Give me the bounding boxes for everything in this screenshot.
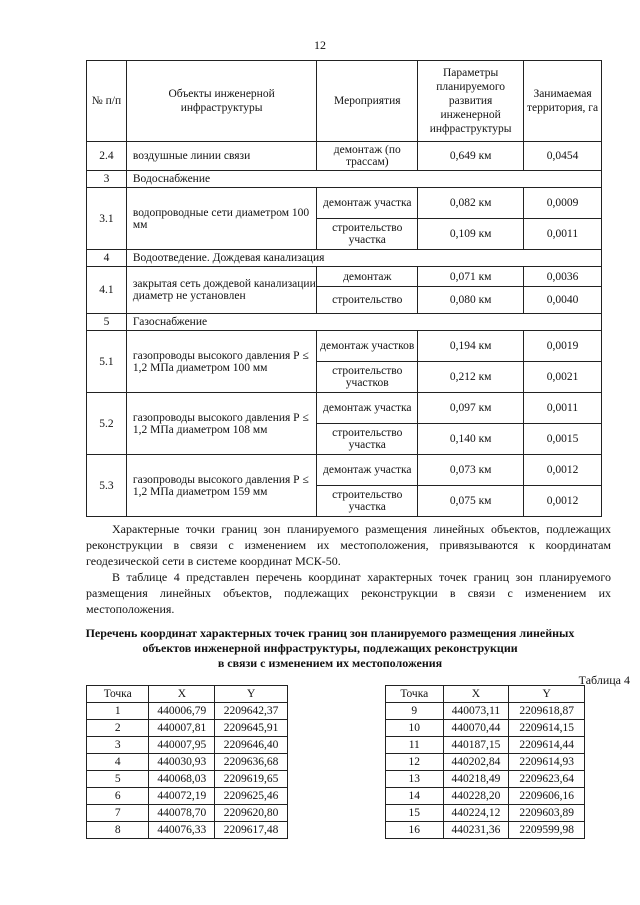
point-cell: 5	[87, 771, 149, 788]
section-title: Водоснабжение	[126, 171, 601, 188]
table-row	[87, 771, 288, 788]
x-cell: 440076,33	[149, 822, 215, 839]
table-row	[386, 805, 585, 822]
point-cell: 4	[87, 754, 149, 771]
x-cell: 440224,12	[443, 805, 509, 822]
row-object: воздушные линии связи	[126, 142, 316, 171]
row-area: 0,0019	[524, 331, 602, 362]
section-row	[87, 171, 602, 188]
row-param: 0,109 км	[418, 219, 524, 250]
row-num: 5.1	[87, 331, 127, 393]
row-action: строительство участка	[317, 219, 418, 250]
point-cell: 2	[87, 720, 149, 737]
row-action: демонтаж участка	[317, 188, 418, 219]
section-title: Газоснабжение	[126, 314, 601, 331]
row-num: 4.1	[87, 267, 127, 314]
row-object: водопроводные сети диаметром 100 мм	[126, 188, 316, 250]
point-cell: 15	[386, 805, 444, 822]
x-cell: 440068,03	[149, 771, 215, 788]
table-row	[87, 788, 288, 805]
x-cell: 440231,36	[443, 822, 509, 839]
header-y: Y	[509, 686, 585, 703]
y-cell: 2209614,44	[509, 737, 585, 754]
point-cell: 9	[386, 703, 444, 720]
point-cell: 6	[87, 788, 149, 805]
x-cell: 440228,20	[443, 788, 509, 805]
table-row	[87, 188, 602, 219]
x-cell: 440072,19	[149, 788, 215, 805]
point-cell: 11	[386, 737, 444, 754]
y-cell: 2209606,16	[509, 788, 585, 805]
table-row	[386, 703, 585, 720]
row-area: 0,0012	[524, 455, 602, 486]
point-cell: 10	[386, 720, 444, 737]
y-cell: 2209625,46	[215, 788, 288, 805]
header-point: Точка	[386, 686, 444, 703]
row-param: 0,080 км	[418, 287, 524, 314]
infrastructure-table	[86, 60, 602, 517]
table-row	[386, 737, 585, 754]
row-area: 0,0009	[524, 188, 602, 219]
y-cell: 2209603,89	[509, 805, 585, 822]
row-area: 0,0011	[524, 393, 602, 424]
table-row	[87, 737, 288, 754]
section-num: 4	[87, 250, 127, 267]
section-num: 5	[87, 314, 127, 331]
y-cell: 2209620,80	[215, 805, 288, 822]
table-row	[87, 822, 288, 839]
table-row	[386, 754, 585, 771]
y-cell: 2209599,98	[509, 822, 585, 839]
table-row	[386, 788, 585, 805]
table-row	[87, 720, 288, 737]
row-param: 0,073 км	[418, 455, 524, 486]
row-param: 0,097 км	[418, 393, 524, 424]
row-num: 2.4	[87, 142, 127, 171]
row-num: 3.1	[87, 188, 127, 250]
row-object: газопроводы высокого давления Р ≤ 1,2 МПа диаметром 100 мм	[126, 331, 316, 393]
row-action: строительство участка	[317, 424, 418, 455]
x-cell: 440187,15	[443, 737, 509, 754]
table-row	[87, 331, 602, 362]
row-area: 0,0011	[524, 219, 602, 250]
point-cell: 3	[87, 737, 149, 754]
table4-title-line: Перечень координат характерных точек границ зон планируемого размещения линейных	[85, 626, 575, 640]
row-action: строительство участка	[317, 486, 418, 517]
point-cell: 12	[386, 754, 444, 771]
coords-header-row	[87, 686, 288, 703]
coords-header-row	[386, 686, 585, 703]
row-area: 0,0040	[524, 287, 602, 314]
table-row	[87, 267, 602, 287]
table-row	[87, 455, 602, 486]
y-cell: 2209636,68	[215, 754, 288, 771]
header-territory: Занимаемая территория, га	[524, 61, 602, 142]
row-param: 0,082 км	[418, 188, 524, 219]
y-cell: 2209642,37	[215, 703, 288, 720]
section-row	[87, 250, 602, 267]
page-number: 12	[314, 38, 326, 52]
row-action: строительство	[317, 287, 418, 314]
table-row	[87, 805, 288, 822]
y-cell: 2209614,93	[509, 754, 585, 771]
row-param: 0,649 км	[418, 142, 524, 171]
row-action: демонтаж	[317, 267, 418, 287]
paragraph-coordinates-note: Характерные точки границ зон планируемого размещения линейных объектов, подлежащих реконструкции в связи с изменением их местоположения, привязываются к координатам геодезической сети в системе координат МСК-50.	[86, 522, 611, 568]
header-object: Объекты инженерной инфраструктуры	[126, 61, 316, 142]
x-cell: 440078,70	[149, 805, 215, 822]
header-x: X	[443, 686, 509, 703]
x-cell: 440007,81	[149, 720, 215, 737]
table-row	[87, 703, 288, 720]
header-point: Точка	[87, 686, 149, 703]
x-cell: 440073,11	[443, 703, 509, 720]
x-cell: 440202,84	[443, 754, 509, 771]
row-action: строительство участков	[317, 362, 418, 393]
row-area: 0,0021	[524, 362, 602, 393]
table-row	[386, 822, 585, 839]
header-params: Параметры планируемого развития инженерной инфраструктуры	[418, 61, 524, 142]
y-cell: 2209623,64	[509, 771, 585, 788]
x-cell: 440006,79	[149, 703, 215, 720]
paragraph-table-intro: В таблице 4 представлен перечень координат характерных точек границ зон планируемого размещения линейных объектов, подлежащих реконструкции в связи с изменением их местоположения.	[86, 570, 611, 616]
row-action: демонтаж участка	[317, 455, 418, 486]
y-cell: 2209617,48	[215, 822, 288, 839]
row-param: 0,194 км	[418, 331, 524, 362]
table-header-row	[87, 61, 602, 142]
point-cell: 13	[386, 771, 444, 788]
point-cell: 7	[87, 805, 149, 822]
row-area: 0,0454	[524, 142, 602, 171]
table4-label: Таблица 4	[578, 673, 630, 687]
x-cell: 440070,44	[443, 720, 509, 737]
table-row	[87, 393, 602, 424]
row-object: закрытая сеть дождевой канализации диаметр не установлен	[126, 267, 316, 314]
header-action: Мероприятия	[317, 61, 418, 142]
row-param: 0,075 км	[418, 486, 524, 517]
row-num: 5.3	[87, 455, 127, 517]
row-param: 0,140 км	[418, 424, 524, 455]
table-row	[87, 142, 602, 171]
table4-title-line: объектов инженерной инфраструктуры, подлежащих реконструкции	[142, 641, 518, 655]
row-area: 0,0015	[524, 424, 602, 455]
coords-table-right	[385, 685, 585, 839]
table-row	[87, 754, 288, 771]
row-area: 0,0036	[524, 267, 602, 287]
point-cell: 16	[386, 822, 444, 839]
y-cell: 2209645,91	[215, 720, 288, 737]
row-action: демонтаж участка	[317, 393, 418, 424]
table4-title	[40, 626, 620, 671]
y-cell: 2209618,87	[509, 703, 585, 720]
header-num: № п/п	[87, 61, 127, 142]
header-x: X	[149, 686, 215, 703]
x-cell: 440030,93	[149, 754, 215, 771]
row-action: демонтаж участков	[317, 331, 418, 362]
y-cell: 2209646,40	[215, 737, 288, 754]
table-row	[386, 720, 585, 737]
y-cell: 2209619,65	[215, 771, 288, 788]
table4-title-line: в связи с изменением их местоположения	[217, 656, 443, 670]
point-cell: 8	[87, 822, 149, 839]
y-cell: 2209614,15	[509, 720, 585, 737]
row-object: газопроводы высокого давления Р ≤ 1,2 МПа диаметром 159 мм	[126, 455, 316, 517]
row-num: 5.2	[87, 393, 127, 455]
x-cell: 440007,95	[149, 737, 215, 754]
coords-table-left	[86, 685, 288, 839]
row-param: 0,071 км	[418, 267, 524, 287]
point-cell: 1	[87, 703, 149, 720]
x-cell: 440218,49	[443, 771, 509, 788]
table-row	[386, 771, 585, 788]
section-num: 3	[87, 171, 127, 188]
header-y: Y	[215, 686, 288, 703]
row-param: 0,212 км	[418, 362, 524, 393]
row-object: газопроводы высокого давления Р ≤ 1,2 МПа диаметром 108 мм	[126, 393, 316, 455]
row-area: 0,0012	[524, 486, 602, 517]
section-row	[87, 314, 602, 331]
point-cell: 14	[386, 788, 444, 805]
section-title: Водоотведение. Дождевая канализация	[126, 250, 601, 267]
row-action: демонтаж (по трассам)	[317, 142, 418, 171]
